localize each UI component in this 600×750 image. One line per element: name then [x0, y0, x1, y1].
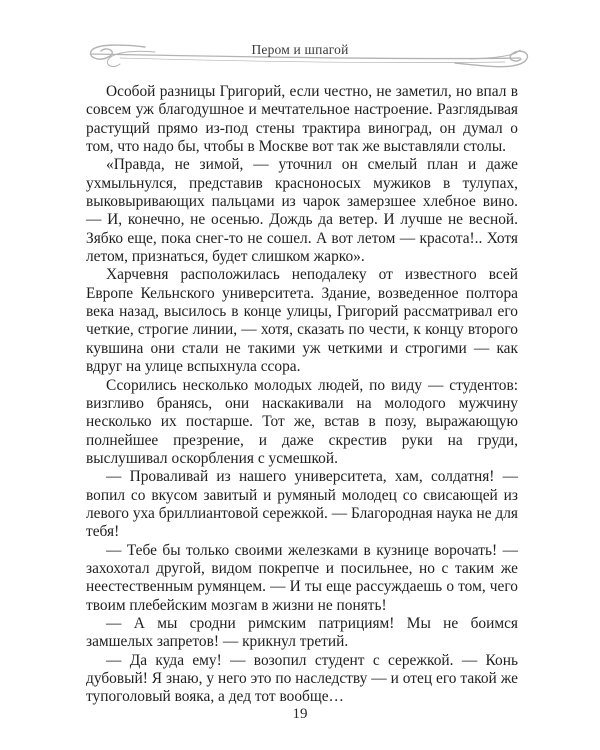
paragraph: Харчевня расположилась неподалеку от известного всей Европе Кельнского университета. Здание, возведенное полтора века назад, высилось в конце улицы, Григорий рассматривал его четкие, строгие линии, — хотя, сказать по чести, к концу второго кувшина они стали не такими уж четкими и строгими — как вдруг на улице вспыхнула ссора.	[86, 266, 518, 376]
running-title: Пером и шпагой	[251, 42, 349, 57]
paragraph: — А мы сродни римским патрициям! Мы не боимся замшелых запретов! — крикнул третий.	[86, 614, 518, 651]
page-number: 19	[292, 706, 308, 722]
paragraph: — Да куда ему! — возопил студент с сережкой. — Конь дубовый! Я знаю, у него это по наследству — и отец его такой же тупоголовый вояка, а дед тот вообще…	[86, 651, 518, 706]
paragraph: — Проваливай из нашего университета, хам, солдатня! — вопил со вкусом завитый и румяный молодец со свисающей из левого уха бриллиантовой сережкой. — Благородная наука не для тебя!	[86, 468, 518, 541]
paragraph: — Тебе бы только своими железками в кузнице ворочать! — захохотал другой, видом покрепче и посильнее, но с таким же неестественным румянцем. — И ты еще рассуждаешь о том, чего твоим плебейским мозгам в жизни не понять!	[86, 541, 518, 614]
running-header	[0, 0, 600, 90]
paragraph: Ссорились несколько молодых людей, по виду — студентов: визгливо бранясь, они наскакивали на молодого мужчину несколько их постарше. Тот же, встав в позу, выражающую полнейшее презрение, и даже скрестив руки на груди, выслушивал оскорбления с усмешкой.	[86, 376, 518, 467]
main-text	[86, 83, 518, 707]
paragraph: «Правда, не зимой, — уточнил он смелый план и даже ухмыльнулся, представив красноносых мужиков в тулупах, выковыривающих пальцами из чарок замерзшее хлебное вино. — И, конечно, не осенью. Дождь да ветер. И лучше не весной. Зябко еще, пока снег-то не сошел. А вот летом — красота!.. Хотя летом, признаться, будет слишком жарко».	[86, 156, 518, 266]
paragraph: Особой разницы Григорий, если честно, не заметил, но впал в совсем уж благодушное и мечтательное настроение. Разглядывая растущий прямо из-под стены трактира виноград, он думал о том, что надо бы, чтобы в Москве вот так же выставляли столы.	[86, 83, 518, 156]
